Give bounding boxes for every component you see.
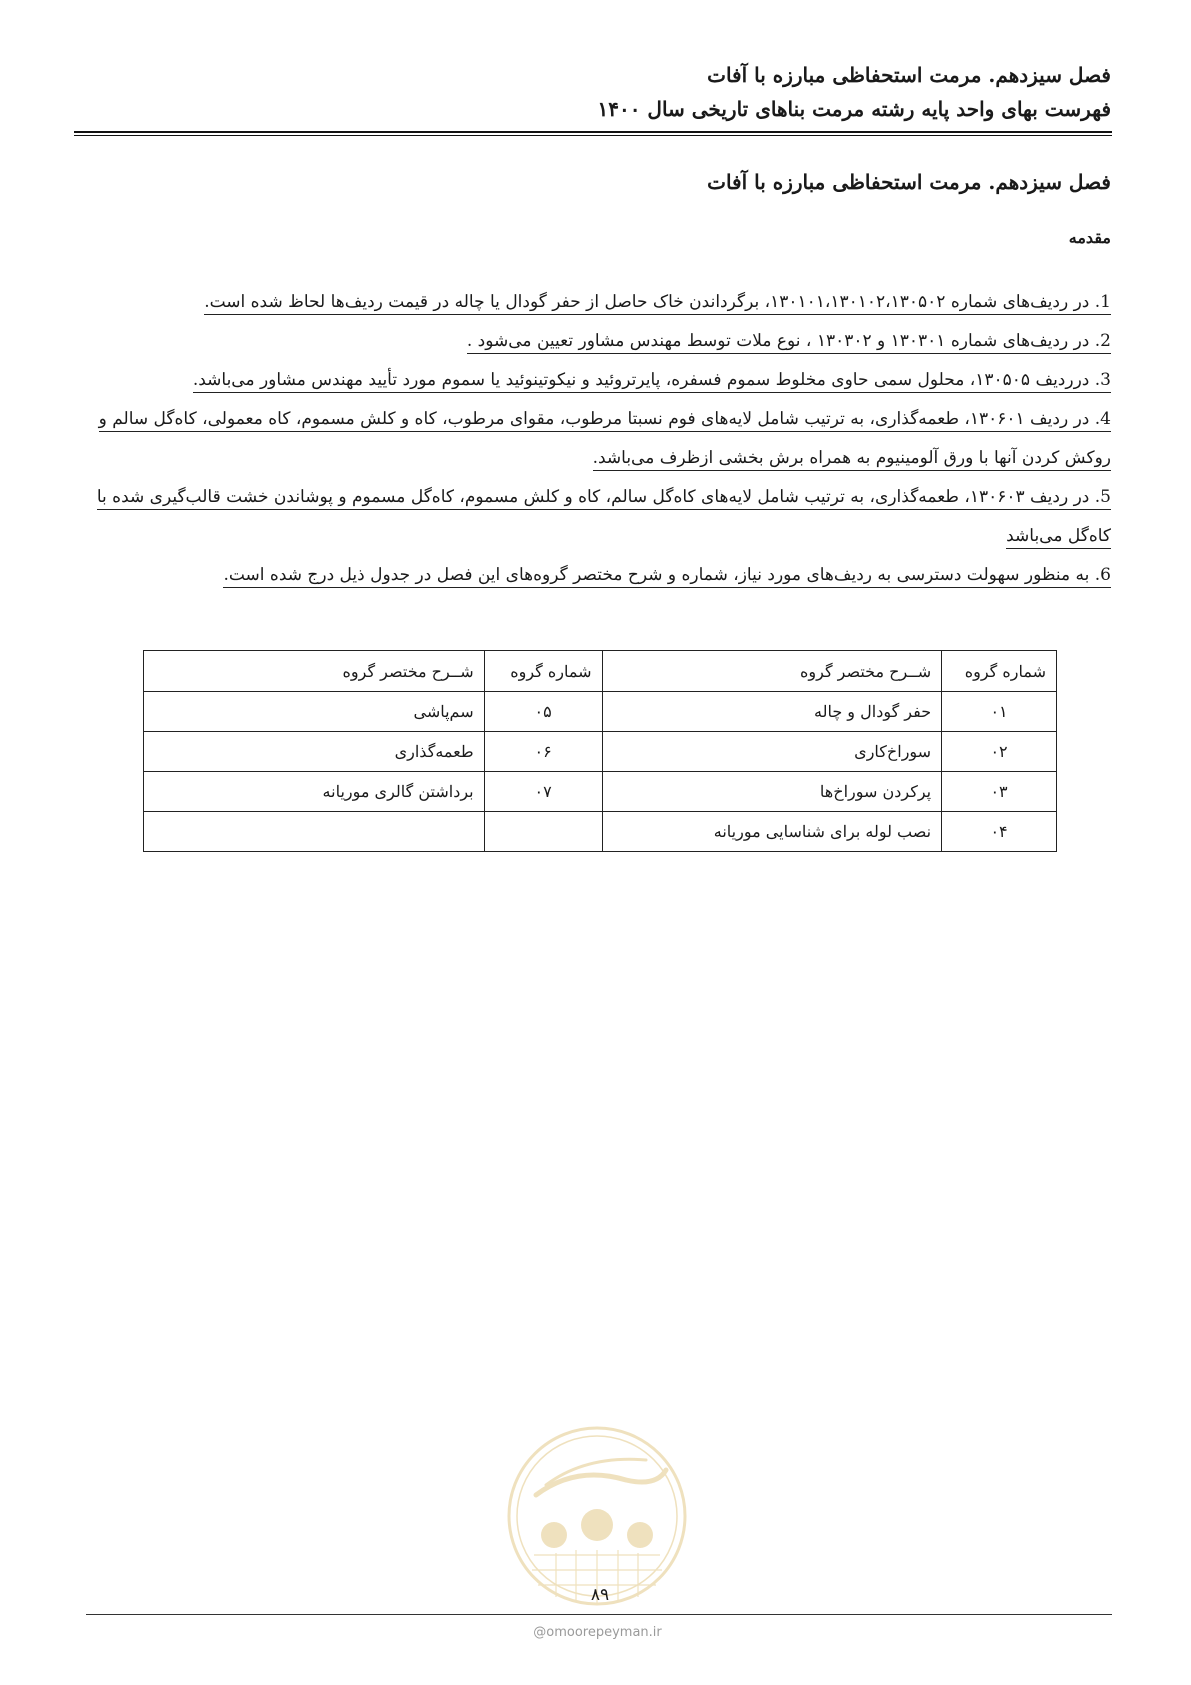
page-header xyxy=(81,58,1111,126)
paragraph-1: 1. در ردیف‌های شماره ۱۳۰۱۰۱،۱۳۰۱۰۲،۱۳۰۵۰۲، برگرداندن خاک حاصل از حفر گودال یا چاله در قیمت ردیف‌ها لحاظ شده است. xyxy=(81,283,1111,322)
header-group-number: شماره گروه xyxy=(484,651,602,692)
chapter-title: فصل سیزدهم. مرمت استحفاظی مبارزه با آفات xyxy=(707,170,1111,194)
group-description-cell: نصب لوله برای شناسایی موریانه xyxy=(602,812,942,852)
header-rule-thin xyxy=(74,135,1112,136)
group-number-cell: ۰۷ xyxy=(484,772,602,812)
group-description-cell xyxy=(144,812,485,852)
header-group-description: شــرح مختصر گروه xyxy=(144,651,485,692)
header-rule-thick xyxy=(74,131,1112,133)
paragraph-2: 2. در ردیف‌های شماره ۱۳۰۳۰۱ و ۱۳۰۳۰۲ ، نوع ملات توسط مهندس مشاور تعیین می‌شود . xyxy=(81,322,1111,361)
intro-heading: مقدمه xyxy=(1068,228,1111,247)
paragraph-5: 5. در ردیف ۱۳۰۶۰۳، طعمه‌گذاری، به ترتیب شامل لایه‌های کاه‌گل سالم، کاه و کلش مسموم، کاه‌گل مسموم و پوشاندن خشت قالب‌گیری شده با کاه‌گل می‌باشد xyxy=(81,478,1111,556)
paragraph-4: 4. در ردیف ۱۳۰۶۰۱، طعمه‌گذاری، به ترتیب شامل لایه‌های فوم نسبتا مرطوب، مقوای مرطوب، کاه و کلش مسموم، کاه معمولی، کاه‌گل سالم و روکش کردن آنها با ورق آلومینیوم به همراه برش بخشی ازظرف می‌باشد. xyxy=(81,400,1111,478)
group-number-cell: ۰۲ xyxy=(942,732,1057,772)
group-table xyxy=(143,650,1057,852)
group-number-cell: ۰۱ xyxy=(942,692,1057,732)
group-number-cell xyxy=(484,812,602,852)
group-description-cell: پرکردن سوراخ‌ها xyxy=(602,772,942,812)
group-description-cell: سوراخ‌کاری xyxy=(602,732,942,772)
watermark-url: @omoorepeyman.ir xyxy=(533,1625,662,1640)
table-row xyxy=(144,692,1057,732)
footer-rule xyxy=(86,1614,1112,1615)
intro-paragraphs xyxy=(81,283,1111,595)
table-row xyxy=(144,732,1057,772)
group-description-cell: سم‌پاشی xyxy=(144,692,485,732)
header-chapter-line: فصل سیزدهم. مرمت استحفاظی مبارزه با آفات xyxy=(707,63,1111,87)
group-number-cell: ۰۶ xyxy=(484,732,602,772)
header-group-number: شماره گروه xyxy=(942,651,1057,692)
table-row xyxy=(144,812,1057,852)
group-description-cell: حفر گودال و چاله xyxy=(602,692,942,732)
group-description-cell: برداشتن گالری موریانه xyxy=(144,772,485,812)
paragraph-6: 6. به منظور سهولت دسترسی به ردیف‌های مورد نیاز، شماره و شرح مختصر گروه‌های این فصل در جدول ذیل درج شده است. xyxy=(81,556,1111,595)
table-row xyxy=(144,772,1057,812)
group-description-cell: طعمه‌گذاری xyxy=(144,732,485,772)
page-number: ۸۹ xyxy=(590,1585,610,1605)
header-group-description: شــرح مختصر گروه xyxy=(602,651,942,692)
group-number-cell: ۰۴ xyxy=(942,812,1057,852)
group-table-container xyxy=(143,650,1057,852)
group-number-cell: ۰۵ xyxy=(484,692,602,732)
paragraph-3: 3. درردیف ۱۳۰۵۰۵، محلول سمی حاوی مخلوط سموم فسفره، پایرتروئید و نیکوتینوئید یا سموم مورد تأیید مهندس مشاور می‌باشد. xyxy=(81,361,1111,400)
watermark-logo-icon xyxy=(506,1425,688,1607)
group-number-cell: ۰۳ xyxy=(942,772,1057,812)
header-document-line: فهرست بهای واحد پایه رشته مرمت بناهای تاریخی سال ۱۴۰۰ xyxy=(597,97,1111,121)
table-header-row xyxy=(144,651,1057,692)
